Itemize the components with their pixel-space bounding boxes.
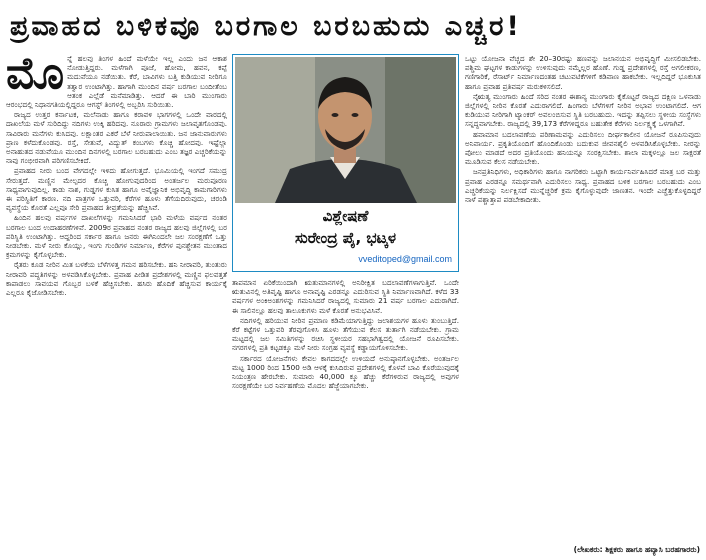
- portrait-image: [235, 57, 456, 203]
- paragraph: ಒಟ್ಟು ಯೋಜನಾ ವೆಚ್ಚದ ಶೇ 20–30ರಷ್ಟು ಹಣವನ್ನು ಜಲಾನಯನ ಅಭಿವೃದ್ಧಿಗೆ ಮೀಸಲಿಡಬೇಕು. ಪಶ್ಚಿಮ ಘಟ್ಟಗಳ ಕಾಡುಗಳನ್ನು ಉಳಿಸುವುದು ನಮ್ಮೆಲ್ಲರ ಹೊಣೆ. ಗುಡ್ಡ ಪ್ರದೇಶಗಳಲ್ಲಿ ರಸ್ತೆ ಅಗಲೀಕರಣ, ಗಣಿಗಾರಿಕೆ, ರೆಸಾರ್ಟ್ ನಿರ್ಮಾಣದಂತಹ ಚಟುವಟಿಕೆಗಳಿಗೆ ಕಡಿವಾಣ ಹಾಕಬೇಕು. ಇಲ್ಲದಿದ್ದರೆ ಭೂಕುಸಿತ ಹಾಗೂ ಪ್ರವಾಹ ಪ್ರತಿವರ್ಷ ಮರುಕಳಿಸಲಿದೆ.: [465, 54, 701, 91]
- column-header-box: [232, 54, 459, 272]
- column-kicker: ವಿಶ್ಲೇಷಣೆ: [322, 207, 369, 225]
- article-column-3: [465, 54, 701, 554]
- author-name: ಸುರೇಂದ್ರ ಪೈ, ಭಟ್ಕಳ: [294, 229, 397, 247]
- dropcap-box: [6, 54, 65, 99]
- author-portrait: [235, 57, 456, 203]
- author-email: vveditoped@gmail.com: [358, 254, 452, 264]
- article-column-2: [232, 278, 459, 560]
- column-label: [235, 205, 456, 253]
- article-column-1: [6, 54, 227, 554]
- paragraph: ರೈತರು ಕೂಡ ನೀರಿನ ಮಿತ ಬಳಕೆಯ ಬೆಳೆಗಳತ್ತ ಗಮನ ಹರಿಸಬೇಕು. ಹನಿ ನೀರಾವರಿ, ತುಂತುರು ನೀರಾವರಿ ಪದ್ಧತಿಗಳನ್ನು ಅಳವಡಿಸಿಕೊಳ್ಳಬೇಕು. ಪ್ರವಾಹ ಪೀಡಿತ ಪ್ರದೇಶಗಳಲ್ಲಿ ಮಣ್ಣಿನ ಫಲವತ್ತತೆ ಕಾಪಾಡಲು ಸಾವಯವ ಗೊಬ್ಬರ ಬಳಕೆ ಹೆಚ್ಚಿಸಬೇಕು. ಹಸಿರು ಹೊದಿಕೆ ಹೆಚ್ಚಿಸುವ ಕಾರ್ಯಕ್ಕೆ ಎಲ್ಲರೂ ಕೈಜೋಡಿಸಬೇಕು.: [6, 260, 227, 298]
- paragraph: ನೈಋತ್ಯ ಮುಂಗಾರು ಹಿಂದೆ ಸರಿದ ನಂತರ ಈಶಾನ್ಯ ಮುಂಗಾರು ಕೈಕೊಟ್ಟರೆ ರಾಜ್ಯದ ದಕ್ಷಿಣ ಒಳನಾಡು ಜಿಲ್ಲೆಗಳಲ್ಲಿ ನೀರಿನ ಕೊರತೆ ಎದುರಾಗಲಿದೆ. ಹಿಂಗಾರು ಬೆಳೆಗಳಿಗೆ ನೀರಿನ ಅಭಾವ ಉಂಟಾಗಲಿದೆ. ಆಗ ಕುಡಿಯುವ ನೀರಿಗಾಗಿ ಟ್ಯಾಂಕರ್ ಅವಲಂಬಿಸುವ ಸ್ಥಿತಿ ಬರಬಹುದು. ಇದನ್ನು ತಪ್ಪಿಸಲು ಸ್ಥಳೀಯ ಸಂಸ್ಥೆಗಳು ಸನ್ನದ್ಧವಾಗಬೇಕು. ರಾಜ್ಯದಲ್ಲಿ 39,173 ಕೆರೆಗಳಿದ್ದರೂ ಬಹುತೇಕ ಕೆರೆಗಳು ನಿರ್ಲಕ್ಷ್ಯಕ್ಕೆ ಒಳಗಾಗಿವೆ.: [465, 91, 701, 129]
- headline: ಪ್ರವಾಹದ ಬಳಿಕವೂ ಬರಗಾಲ ಬರಬಹುದು ಎಚ್ಚರ!: [10, 11, 522, 42]
- paragraph: ಪ್ರವಾಹದ ನೀರು ಬಂದ ವೇಗದಲ್ಲೇ ಇಳಿದು ಹೋಗುತ್ತದೆ. ಭೂಮಿಯಲ್ಲಿ ಇಂಗದೆ ಸಮುದ್ರ ಸೇರುತ್ತದೆ. ಮಣ್ಣಿನ ಮೇಲ್ಪದರ ಕೊಚ್ಚಿ ಹೋಗುವುದರಿಂದ ಅಂತರ್ಜಲ ಮರುಪೂರಣ ಸಾಧ್ಯವಾಗುವುದಿಲ್ಲ. ಕಾಡು ನಾಶ, ಗುಡ್ಡಗಳ ಕುಸಿತ ಹಾಗೂ ಅವೈಜ್ಞಾನಿಕ ಅಭಿವೃದ್ಧಿ ಕಾಮಗಾರಿಗಳು ಈ ಪರಿಸ್ಥಿತಿಗೆ ಕಾರಣ. ನದಿ ಪಾತ್ರಗಳ ಒತ್ತುವರಿ, ಕೆರೆಗಳ ಹೂಳು ತೆಗೆಯದಿರುವುದು, ಚರಂಡಿ ವ್ಯವಸ್ಥೆಯ ಕೊರತೆ ಎಲ್ಲವೂ ಸೇರಿ ಪ್ರವಾಹದ ತೀವ್ರತೆಯನ್ನು ಹೆಚ್ಚಿಸಿವೆ.: [6, 166, 227, 213]
- paragraph: ತಾಪಮಾನ ಏರಿಕೆಯಿಂದಾಗಿ ಋತುಮಾನಗಳಲ್ಲಿ ಅನಿರೀಕ್ಷಿತ ಬದಲಾವಣೆಗಳಾಗುತ್ತಿವೆ. ಒಂದೇ ಋತುವಿನಲ್ಲಿ ಅತಿವೃಷ್ಟಿ ಹಾಗೂ ಅನಾವೃಷ್ಟಿ ಎರಡನ್ನೂ ಎದುರಿಸುವ ಸ್ಥಿತಿ ನಿರ್ಮಾಣವಾಗಿದೆ. ಕಳೆದ 33 ವರ್ಷಗಳ ಅಂಕಿಅಂಶಗಳನ್ನು ಗಮನಿಸಿದರೆ ರಾಜ್ಯದಲ್ಲಿ ಸುಮಾರು 21 ವರ್ಷ ಬರಗಾಲ ಎದುರಾಗಿದೆ. ಈ ಸಾಲಿನಲ್ಲೂ ಹಲವು ತಾಲೂಕುಗಳು ಮಳೆ ಕೊರತೆ ಅನುಭವಿಸಿವೆ.: [232, 278, 459, 315]
- author-note: (ಲೇಖಕರು: ಶಿಕ್ಷಕರು ಹಾಗೂ ಹವ್ಯಾಸಿ ಬರಹಗಾರರು): [573, 545, 700, 554]
- paragraph: ಹಿಂದಿನ ಹಲವು ವರ್ಷಗಳ ದಾಖಲೆಗಳನ್ನು ಗಮನಿಸಿದರೆ ಭಾರಿ ಮಳೆಯ ವರ್ಷದ ನಂತರ ಬರಗಾಲ ಬಂದ ಉದಾಹರಣೆಗಳಿವೆ. 2009ರ ಪ್ರವಾಹದ ನಂತರ ರಾಜ್ಯದ ಹಲವು ಜಿಲ್ಲೆಗಳಲ್ಲಿ ಬರ ಪರಿಸ್ಥಿತಿ ಉಂಟಾಗಿತ್ತು. ಆದ್ದರಿಂದ ಸರ್ಕಾರ ಹಾಗೂ ಜನರು ಈಗಿನಿಂದಲೇ ಜಲ ಸಂರಕ್ಷಣೆಗೆ ಒತ್ತು ನೀಡಬೇಕು. ಮಳೆ ನೀರು ಕೊಯ್ಲು, ಇಂಗು ಗುಂಡಿಗಳ ನಿರ್ಮಾಣ, ಕೆರೆಗಳ ಪುನಶ್ಚೇತನ ಮುಂತಾದ ಕ್ರಮಗಳನ್ನು ಕೈಗೊಳ್ಳಬೇಕು.: [6, 213, 227, 260]
- paragraph: ಹವಾಮಾನ ಬದಲಾವಣೆಯ ಪರಿಣಾಮವನ್ನು ಎದುರಿಸಲು ದೀರ್ಘಕಾಲೀನ ಯೋಜನೆ ರೂಪಿಸುವುದು ಅನಿವಾರ್ಯ. ಪ್ರಕೃತಿಯೊಂದಿಗೆ ಹೊಂದಿಕೊಂಡು ಬದುಕುವ ಜೀವನಶೈಲಿ ಅಳವಡಿಸಿಕೊಳ್ಳಬೇಕು. ನೀರನ್ನು ಪೋಲು ಮಾಡದೆ ಅದರ ಪ್ರತಿಯೊಂದು ಹನಿಯನ್ನೂ ಸಂರಕ್ಷಿಸಬೇಕು. ಶಾಲಾ ಮಕ್ಕಳಲ್ಲೂ ಜಲ ಸಾಕ್ಷರತೆ ಮೂಡಿಸುವ ಕೆಲಸ ನಡೆಯಬೇಕು.: [465, 129, 701, 167]
- paragraph: ಜನಪ್ರತಿನಿಧಿಗಳು, ಅಧಿಕಾರಿಗಳು ಹಾಗೂ ನಾಗರಿಕರು ಒಟ್ಟಾಗಿ ಕಾರ್ಯನಿರ್ವಹಿಸಿದರೆ ಮಾತ್ರ ಬರ ಮತ್ತು ಪ್ರವಾಹ ಎರಡನ್ನೂ ಸಮರ್ಥವಾಗಿ ಎದುರಿಸಲು ಸಾಧ್ಯ. ಪ್ರವಾಹದ ಬಳಿಕ ಬರಗಾಲ ಬರಬಹುದು ಎಂಬ ಎಚ್ಚರಿಕೆಯನ್ನು ನಿರ್ಲಕ್ಷಿಸದೆ ಮುನ್ನೆಚ್ಚರಿಕೆ ಕ್ರಮ ಕೈಗೊಳ್ಳುವುದೇ ಜಾಣತನ. ಇಂದೇ ಎಚ್ಚೆತ್ತುಕೊಳ್ಳದಿದ್ದರೆ ನಾಳೆ ಪಶ್ಚಾತ್ತಾಪ ಪಡಬೇಕಾದೀತು.: [465, 167, 701, 205]
- paragraph: ರಾಜ್ಯದ ಉತ್ತರ ಕರ್ನಾಟಕ, ಮಲೆನಾಡು ಹಾಗೂ ಕರಾವಳಿ ಭಾಗಗಳಲ್ಲಿ ಒಂದೇ ವಾರದಲ್ಲಿ ದಾಖಲೆಯ ಮಳೆ ಸುರಿದಿದ್ದು ನದಿಗಳು ಉಕ್ಕಿ ಹರಿದವು. ನೂರಾರು ಗ್ರಾಮಗಳು ಜಲಾವೃತಗೊಂಡವು. ಸಾವಿರಾರು ಮನೆಗಳು ಕುಸಿದವು. ಲಕ್ಷಾಂತರ ಎಕರೆ ಬೆಳೆ ನೀರುಪಾಲಾಯಿತು. ಜನ ಜಾನುವಾರುಗಳು ಪ್ರಾಣ ಕಳೆದುಕೊಂಡವು. ರಸ್ತೆ, ಸೇತುವೆ, ವಿದ್ಯುತ್ ಕಂಬಗಳು ಕೊಚ್ಚಿ ಹೋದವು. ಇಷ್ಟೆಲ್ಲಾ ಅನಾಹುತದ ನಡುವೆಯೂ ಮುಂದಿನ ದಿನಗಳಲ್ಲಿ ಬರಗಾಲ ಬರಬಹುದು ಎಂಬ ತಜ್ಞರ ಎಚ್ಚರಿಕೆಯನ್ನು ನಾವು ಗಂಭೀರವಾಗಿ ಪರಿಗಣಿಸಬೇಕಿದೆ.: [6, 110, 227, 166]
- paragraph: ನದಿಗಳಲ್ಲಿ ಹರಿಯುವ ನೀರಿನ ಪ್ರಮಾಣ ಕಡಿಮೆಯಾಗುತ್ತಿದ್ದು ಜಲಾಶಯಗಳ ಹೂಳು ತುಂಬುತ್ತಿದೆ. ಕೆರೆ ಕಟ್ಟೆಗಳ ಒತ್ತುವರಿ ತೆರವುಗೊಳಿಸಿ ಹೂಳು ತೆಗೆಯುವ ಕೆಲಸ ತುರ್ತಾಗಿ ನಡೆಯಬೇಕು. ಗ್ರಾಮ ಮಟ್ಟದಲ್ಲಿ ಜಲ ಸಮಿತಿಗಳನ್ನು ರಚಿಸಿ ಸ್ಥಳೀಯರ ಸಹಭಾಗಿತ್ವದಲ್ಲಿ ಯೋಜನೆ ರೂಪಿಸಬೇಕು. ನಗರಗಳಲ್ಲಿ ಪ್ರತಿ ಕಟ್ಟಡಕ್ಕೂ ಮಳೆ ನೀರು ಸಂಗ್ರಹ ವ್ಯವಸ್ಥೆ ಕಡ್ಡಾಯಗೊಳಿಸಬೇಕು.: [232, 315, 459, 353]
- paragraph: ನ್ನೆ ಹಲವು ತಿಂಗಳ ಹಿಂದೆ ಮಳೆಯೇ ಇಲ್ಲ ಎಂದು ಜನ ಆಕಾಶ ನೋಡುತ್ತಿದ್ದರು. ಮಳೆಗಾಗಿ ಪೂಜೆ, ಹೋಮ, ಹವನ, ಕಪ್ಪೆ ಮದುವೆಯೂ ನಡೆಯಿತು. ಕೆರೆ, ಬಾವಿಗಳು ಬತ್ತಿ ಕುಡಿಯುವ ನೀರಿಗೂ ತತ್ವಾರ ಉಂಟಾಗಿತ್ತು. ಹಾಗಾಗಿ ಮುಂದಿನ ವರ್ಷ ಬರಗಾಲ ಬಂದೀತೆಂಬ ಆತಂಕ ಎಲ್ಲೆಡೆ ಮನೆಮಾಡಿತ್ತು. ಆದರೆ ಈ ಬಾರಿ ಮುಂಗಾರು ಆರಂಭದಲ್ಲಿ ನಿಧಾನಗತಿಯಲ್ಲಿದ್ದರೂ ಆಗಸ್ಟ್ ತಿಂಗಳಲ್ಲಿ ಅಬ್ಬರಿಸಿ ಸುರಿಯಿತು.: [6, 54, 227, 110]
- dropcap: ಮೊ: [6, 54, 65, 99]
- paragraph: ಸರ್ಕಾರದ ಯೋಜನೆಗಳು ಕೇವಲ ಕಾಗದದಲ್ಲೇ ಉಳಿಯದೆ ಅನುಷ್ಠಾನಗೊಳ್ಳಬೇಕು. ಅಂತರ್ಜಲ ಮಟ್ಟ 1000 ರಿಂದ 1500 ಅಡಿ ಆಳಕ್ಕೆ ಕುಸಿದಿರುವ ಪ್ರದೇಶಗಳಲ್ಲಿ ಕೊಳವೆ ಬಾವಿ ಕೊರೆಯುವುದಕ್ಕೆ ನಿಯಂತ್ರಣ ಹೇರಬೇಕು. ಸುಮಾರು 40,000 ಕ್ಕೂ ಹೆಚ್ಚು ಕೆರೆಗಳಿರುವ ರಾಜ್ಯದಲ್ಲಿ ಅವುಗಳ ಸಂರಕ್ಷಣೆಯೇ ಬರ ನಿರ್ವಹಣೆಯ ಮೊದಲ ಹೆಜ್ಜೆಯಾಗಬೇಕು.: [232, 353, 459, 391]
